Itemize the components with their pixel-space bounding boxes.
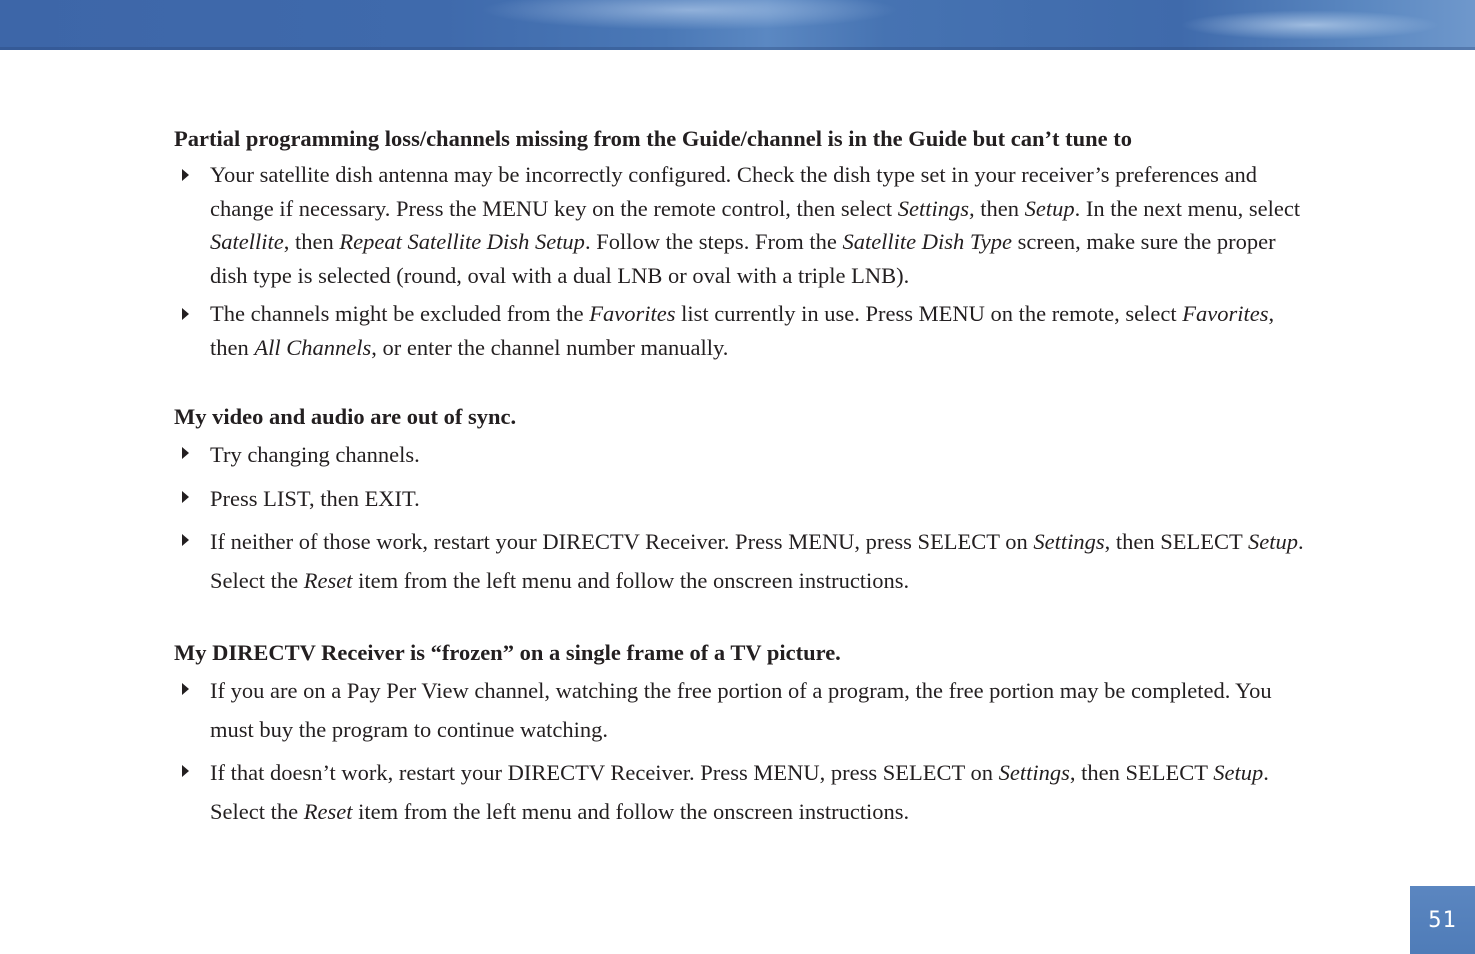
- list-item: [174, 754, 1304, 831]
- list-item: [174, 158, 1304, 292]
- item-text: If neither of those work, restart your DIRECTV Receiver. Press MENU, press SELECT on: [210, 529, 1034, 554]
- bullet-list: [174, 672, 1304, 831]
- list-item: [174, 480, 1304, 519]
- section-heading: Partial programming loss/channels missing from the Guide/channel is in the Guide but can’t tune to: [174, 126, 1132, 151]
- item-text: item from the left menu and follow the onscreen instructions.: [352, 567, 910, 593]
- header-band: [0, 0, 1475, 50]
- page-content: [174, 122, 1304, 867]
- bullet-arrow-icon: [182, 308, 189, 320]
- item-emphasis: Settings: [998, 760, 1070, 785]
- bullet-arrow-icon: [182, 491, 189, 503]
- item-emphasis: Setup: [1247, 529, 1298, 554]
- section-heading: My DIRECTV Receiver is “frozen” on a single frame of a TV picture.: [174, 640, 841, 665]
- section-partial-programming-loss: [174, 122, 1304, 364]
- item-emphasis: Settings,: [897, 195, 975, 221]
- item-text: screen, make sure the proper dish type is selected (round, oval with a dual LNB or oval with a triple LNB).: [210, 229, 1276, 288]
- item-text: Try changing channels.: [210, 442, 420, 467]
- bullet-arrow-icon: [182, 447, 189, 459]
- item-emphasis: Settings: [1033, 529, 1105, 554]
- item-text: list currently in use. Press MENU on the remote, select: [675, 301, 1183, 326]
- header-sheen: [1180, 10, 1440, 40]
- item-text: . In the next menu, select: [1074, 195, 1301, 221]
- bullet-arrow-icon: [182, 683, 189, 695]
- item-emphasis: Favorites: [1182, 301, 1269, 326]
- item-text: , then: [210, 301, 1275, 360]
- item-text: , then SELECT: [1104, 529, 1248, 554]
- item-text: , or enter the channel number manually.: [371, 334, 729, 360]
- bullet-arrow-icon: [182, 169, 189, 181]
- item-emphasis: Setup: [1213, 760, 1264, 785]
- item-text: Your satellite dish antenna may be incorrectly configured. Check the dish type set in your receiver’s preferences and change if necessary. Press the MENU key on the remote control, then select: [210, 162, 1257, 221]
- item-text: Press LIST, then EXIT.: [210, 485, 420, 511]
- item-text: . Follow the steps. From the: [584, 229, 843, 254]
- list-item: [174, 297, 1304, 364]
- item-text: , then SELECT: [1069, 760, 1214, 785]
- item-emphasis: All Channels: [254, 334, 372, 360]
- header-shadow: [0, 47, 1475, 50]
- section-heading: My video and audio are out of sync.: [174, 404, 517, 429]
- item-emphasis: Satellite Dish Type: [842, 229, 1012, 254]
- item-text: If you are on a Pay Per View channel, watching the free portion of a program, the free portion may be completed. You must buy the program to continue watching.: [210, 678, 1272, 742]
- bullet-arrow-icon: [182, 765, 189, 777]
- item-emphasis: Reset: [303, 567, 353, 593]
- list-item: [174, 523, 1304, 600]
- item-text: . Select the: [210, 529, 1304, 593]
- item-emphasis: Setup: [1024, 195, 1075, 221]
- item-emphasis: Satellite: [210, 229, 284, 254]
- item-text: item from the left menu and follow the onscreen instructions.: [352, 798, 910, 824]
- list-item: [174, 436, 1304, 475]
- section-receiver-frozen: [174, 636, 1304, 831]
- section-video-audio-sync: [174, 400, 1304, 600]
- item-text: The channels might be excluded from the: [210, 301, 590, 326]
- item-text: . Select the: [210, 760, 1269, 824]
- item-emphasis: Reset: [303, 798, 353, 824]
- bullet-list: [174, 436, 1304, 600]
- page-number: 51: [1410, 886, 1475, 954]
- bullet-arrow-icon: [182, 534, 189, 546]
- item-emphasis: Repeat Satellite Dish Setup: [339, 229, 585, 254]
- list-item: [174, 672, 1304, 749]
- item-text: If that doesn’t work, restart your DIRECTV Receiver. Press MENU, press SELECT on: [210, 760, 999, 785]
- header-sheen: [480, 0, 900, 30]
- item-text: , then: [283, 229, 340, 254]
- bullet-list: [174, 158, 1304, 364]
- item-emphasis: Favorites: [589, 301, 676, 326]
- item-text: then: [974, 195, 1025, 221]
